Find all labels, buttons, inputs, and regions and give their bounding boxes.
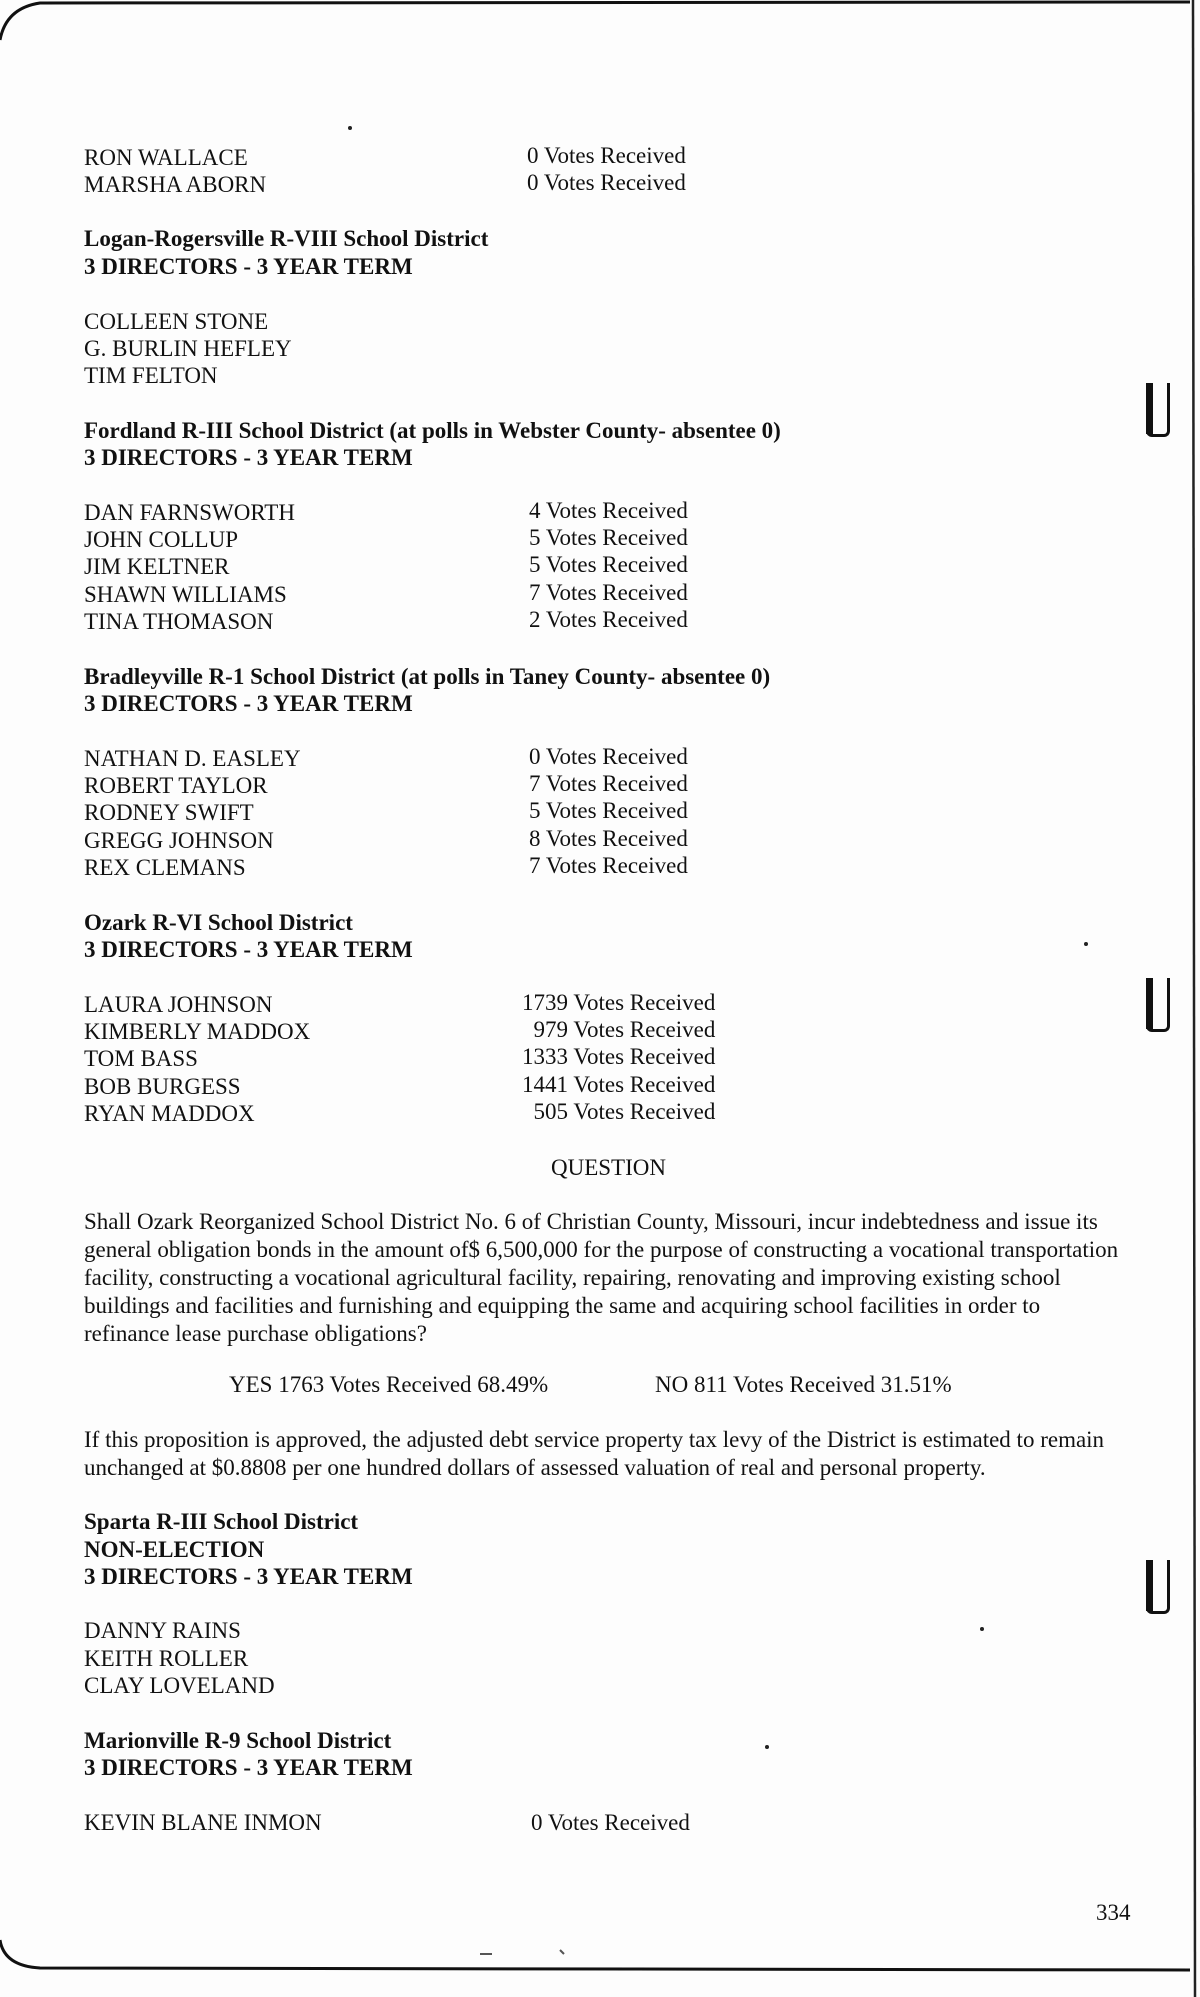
vote-label: Votes Received	[573, 990, 716, 1015]
candidate-name: KIMBERLY MADDOX	[84, 1019, 311, 1044]
candidate-votes: 8 Votes Received	[529, 826, 688, 851]
district-status: NON-ELECTION	[84, 1537, 265, 1562]
candidate-votes	[514, 989, 715, 1016]
candidate-name: ROBERT TAYLOR	[84, 773, 268, 798]
district-subtitle: 3 DIRECTORS - 3 YEAR TERM	[84, 937, 413, 962]
scan-bottom-edge	[0, 1930, 1200, 1997]
candidate-votes: 0 Votes Received	[527, 143, 686, 168]
candidate-name: JIM KELTNER	[84, 554, 230, 579]
candidate-name: RYAN MADDOX	[84, 1101, 255, 1126]
candidate-votes: 0 Votes Received	[527, 170, 686, 195]
scan-top-edge	[0, 0, 1200, 60]
question-text: Shall Ozark Reorganized School District No. 6 of Christian County, Missouri, incur indebtedness and issue its general obligation bonds in the amount of$ 6,500,000 for the purpose of constructing a vocational transportation facility, constructing a vocational agricultural facility, repairing, renovating and improving existing school buildings and facilities and furnishing and equipping the same and acquiring school facilities in order to refinance lease purchase obligations?	[84, 1209, 1119, 1346]
page-number: 334	[1096, 1900, 1131, 1925]
candidate-name: G. BURLIN HEFLEY	[84, 336, 292, 361]
candidate-votes	[514, 1016, 715, 1043]
vote-label: Votes Received	[573, 1044, 716, 1069]
district-subtitle: 3 DIRECTORS - 3 YEAR TERM	[84, 254, 413, 279]
candidate-votes: 2 Votes Received	[529, 607, 688, 632]
candidate-votes: 0 Votes Received	[529, 744, 688, 769]
candidate-votes: 5 Votes Received	[529, 798, 688, 823]
candidate-votes: 7 Votes Received	[529, 580, 688, 605]
binder-mark-2	[1146, 978, 1170, 1032]
candidate-name: KEITH ROLLER	[84, 1646, 249, 1671]
district-subtitle: 3 DIRECTORS - 3 YEAR TERM	[84, 691, 413, 716]
candidate-name: COLLEEN STONE	[84, 309, 269, 334]
candidate-votes	[514, 1098, 715, 1125]
scan-speck	[348, 126, 352, 130]
no-result: NO 811 Votes Received 31.51%	[655, 1372, 952, 1397]
vote-count: 1333	[522, 1044, 568, 1069]
district-title: Marionville R-9 School District	[84, 1728, 392, 1753]
district-title: Logan-Rogersville R-VIII School District	[84, 226, 489, 251]
candidate-name: TOM BASS	[84, 1046, 198, 1071]
scan-speck	[1084, 942, 1088, 946]
candidate-votes: 0 Votes Received	[531, 1810, 690, 1835]
candidate-votes: 7 Votes Received	[529, 853, 688, 878]
yes-result: YES 1763 Votes Received 68.49%	[229, 1372, 549, 1397]
candidate-name: TIM FELTON	[84, 363, 218, 388]
candidate-votes: 7 Votes Received	[529, 771, 688, 796]
candidate-name: NATHAN D. EASLEY	[84, 746, 301, 771]
scan-speck	[980, 1627, 984, 1631]
candidate-name: LAURA JOHNSON	[84, 992, 273, 1017]
candidate-name: CLAY LOVELAND	[84, 1673, 275, 1698]
candidate-votes	[514, 1043, 715, 1070]
vote-count: 1441	[522, 1072, 568, 1097]
candidate-votes: 5 Votes Received	[529, 525, 688, 550]
district-subtitle: 3 DIRECTORS - 3 YEAR TERM	[84, 445, 413, 470]
levy-note: If this proposition is approved, the adjusted debt service property tax levy of the District is estimated to remain unchanged at $0.8808 per one hundred dollars of assessed valuation of real and personal property.	[84, 1427, 1105, 1480]
district-title: Ozark R-VI School District	[84, 910, 353, 935]
candidate-votes	[514, 1071, 715, 1098]
vote-count: 505	[533, 1099, 568, 1124]
district-subtitle: 3 DIRECTORS - 3 YEAR TERM	[84, 1564, 413, 1589]
candidate-name: TINA THOMASON	[84, 609, 274, 634]
vote-label: Votes Received	[573, 1099, 716, 1124]
candidate-votes: 5 Votes Received	[529, 552, 688, 577]
candidate-name: RODNEY SWIFT	[84, 800, 254, 825]
vote-count: 1739	[522, 990, 568, 1015]
candidate-name: DANNY RAINS	[84, 1618, 241, 1643]
candidate-name: GREGG JOHNSON	[84, 828, 274, 853]
candidate-name: REX CLEMANS	[84, 855, 246, 880]
vote-label: Votes Received	[573, 1072, 716, 1097]
candidate-name: SHAWN WILLIAMS	[84, 582, 287, 607]
district-title: Bradleyville R-1 School District (at polls in Taney County- absentee 0)	[84, 664, 771, 689]
candidate-name: JOHN COLLUP	[84, 527, 238, 552]
scan-right-edge	[1183, 0, 1200, 1997]
district-title: Sparta R-III School District	[84, 1509, 359, 1534]
district-title: Fordland R-III School District (at polls in Webster County- absentee 0)	[84, 418, 781, 443]
binder-mark-1	[1146, 383, 1170, 437]
scan-speck	[765, 1745, 769, 1749]
candidate-name: RON WALLACE	[84, 145, 248, 170]
candidate-name: DAN FARNSWORTH	[84, 500, 295, 525]
candidate-votes: 4 Votes Received	[529, 498, 688, 523]
district-subtitle: 3 DIRECTORS - 3 YEAR TERM	[84, 1755, 413, 1780]
candidate-name: BOB BURGESS	[84, 1074, 241, 1099]
vote-count: 979	[533, 1017, 568, 1042]
candidate-name: KEVIN BLANE INMON	[84, 1810, 322, 1835]
candidate-name: MARSHA ABORN	[84, 172, 267, 197]
binder-mark-3	[1146, 1560, 1170, 1614]
question-heading: QUESTION	[551, 1155, 666, 1180]
vote-label: Votes Received	[573, 1017, 716, 1042]
